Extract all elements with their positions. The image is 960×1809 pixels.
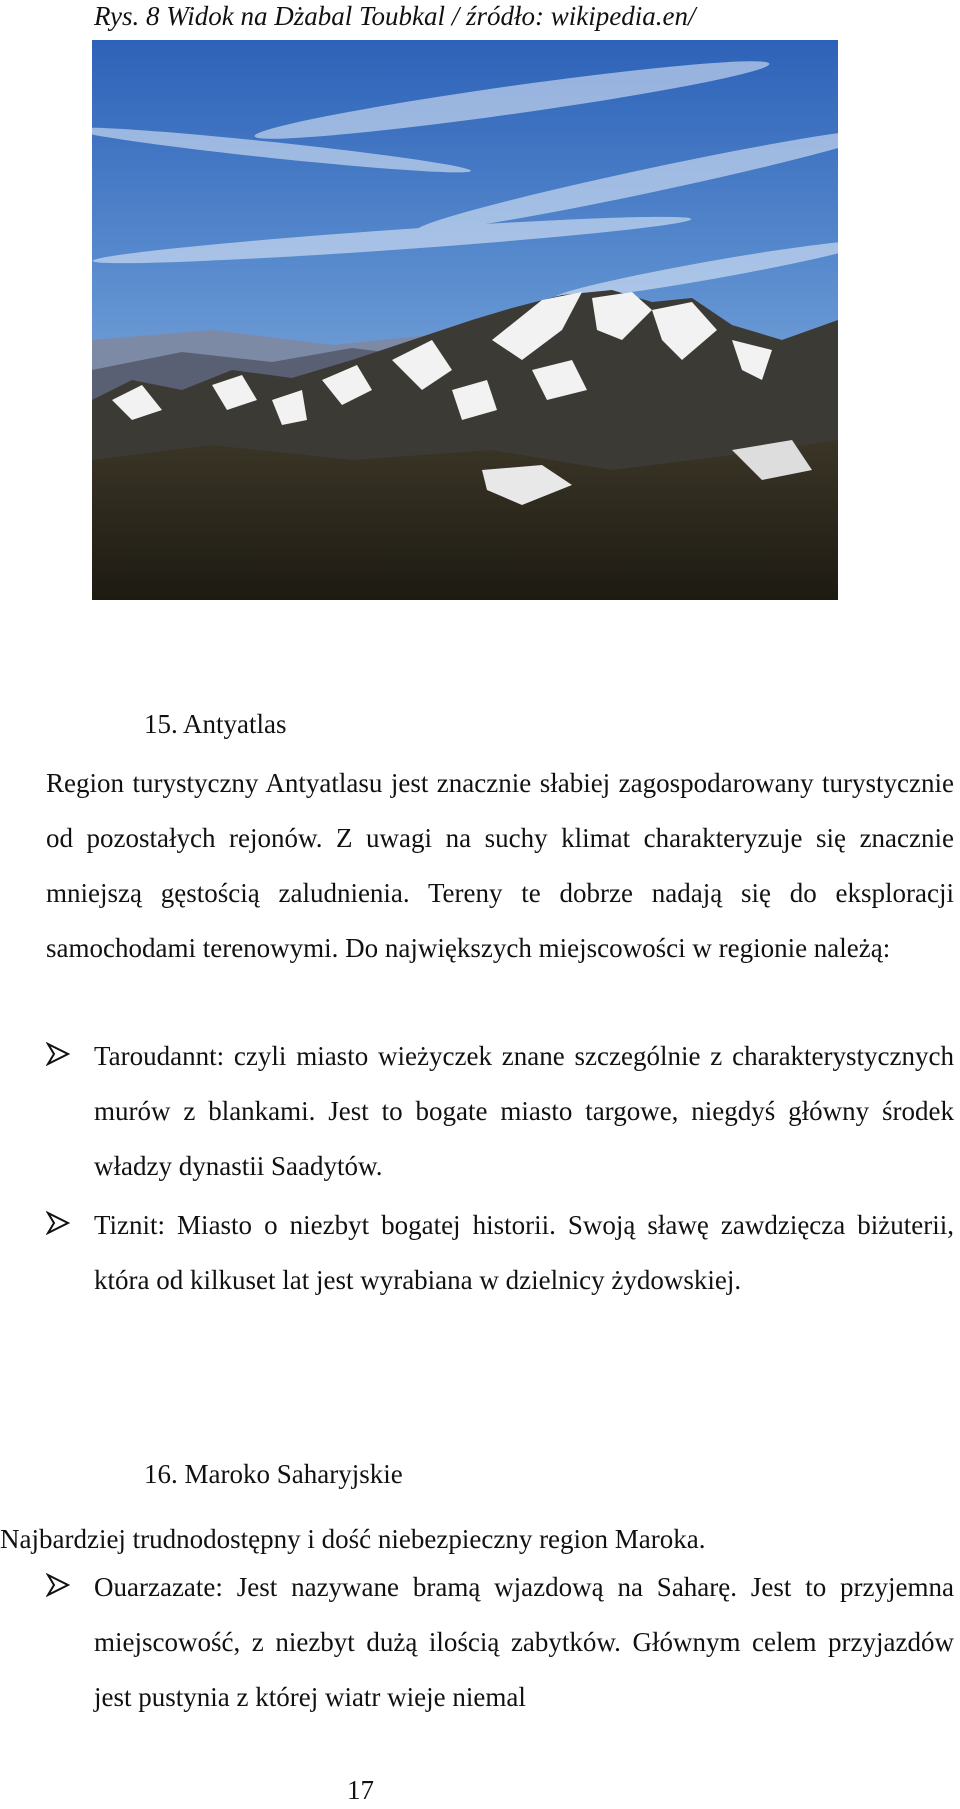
section-15-intro: Region turystyczny Antyatlasu jest znacznie słabiej zagospodarowany turystycznie od pozostałych rejonów. Z uwagi na suchy klimat charakteryzuje się znacznie mniejszą gęstością zaludnienia. Tereny te dobrze nadają się do eksploracji samochodami terenowymi. Do największych miejscowości w regionie należą: <box>46 768 954 963</box>
mountain-photo <box>92 40 838 600</box>
section-16-intro: Najbardziej trudnodostępny i dość niebezpieczny region Maroka. <box>0 1524 706 1554</box>
section-16-heading: 16. Maroko Saharyjskie <box>144 1459 403 1489</box>
list-item-text: Ouarzazate: Jest nazywane bramą wjazdową na Saharę. Jest to przyjemna miejscowość, z niezbyt dużą ilością zabytków. Głównym celem przyjazdów jest pustynia z której wiatr wieje niemal <box>94 1572 954 1712</box>
list-item-text: Tiznit: Miasto o niezbyt bogatej historii. Swoją sławę zawdzięcza biżuterii, która od kilkuset lat jest wyrabiana w dzielnicy żydowskiej. <box>94 1210 954 1295</box>
list-item <box>46 1198 954 1308</box>
list-item-text: Taroudannt: czyli miasto wieżyczek znane szczególnie z charakterystycznych murów z blankami. Jest to bogate miasto targowe, niegdyś główny środek władzy dynastii Saadytów. <box>94 1041 954 1181</box>
arrowhead-bullet-icon <box>46 1042 70 1066</box>
section-15-heading: 15. Antyatlas <box>144 709 287 739</box>
arrowhead-bullet-icon <box>46 1211 70 1235</box>
figure-caption: Rys. 8 Widok na Dżabal Toubkal / źródło: wikipedia.en/ <box>94 1 696 31</box>
arrowhead-bullet-icon <box>46 1573 70 1597</box>
page-number: 17 <box>347 1775 374 1805</box>
list-item <box>46 1029 954 1194</box>
list-item <box>46 1560 954 1725</box>
